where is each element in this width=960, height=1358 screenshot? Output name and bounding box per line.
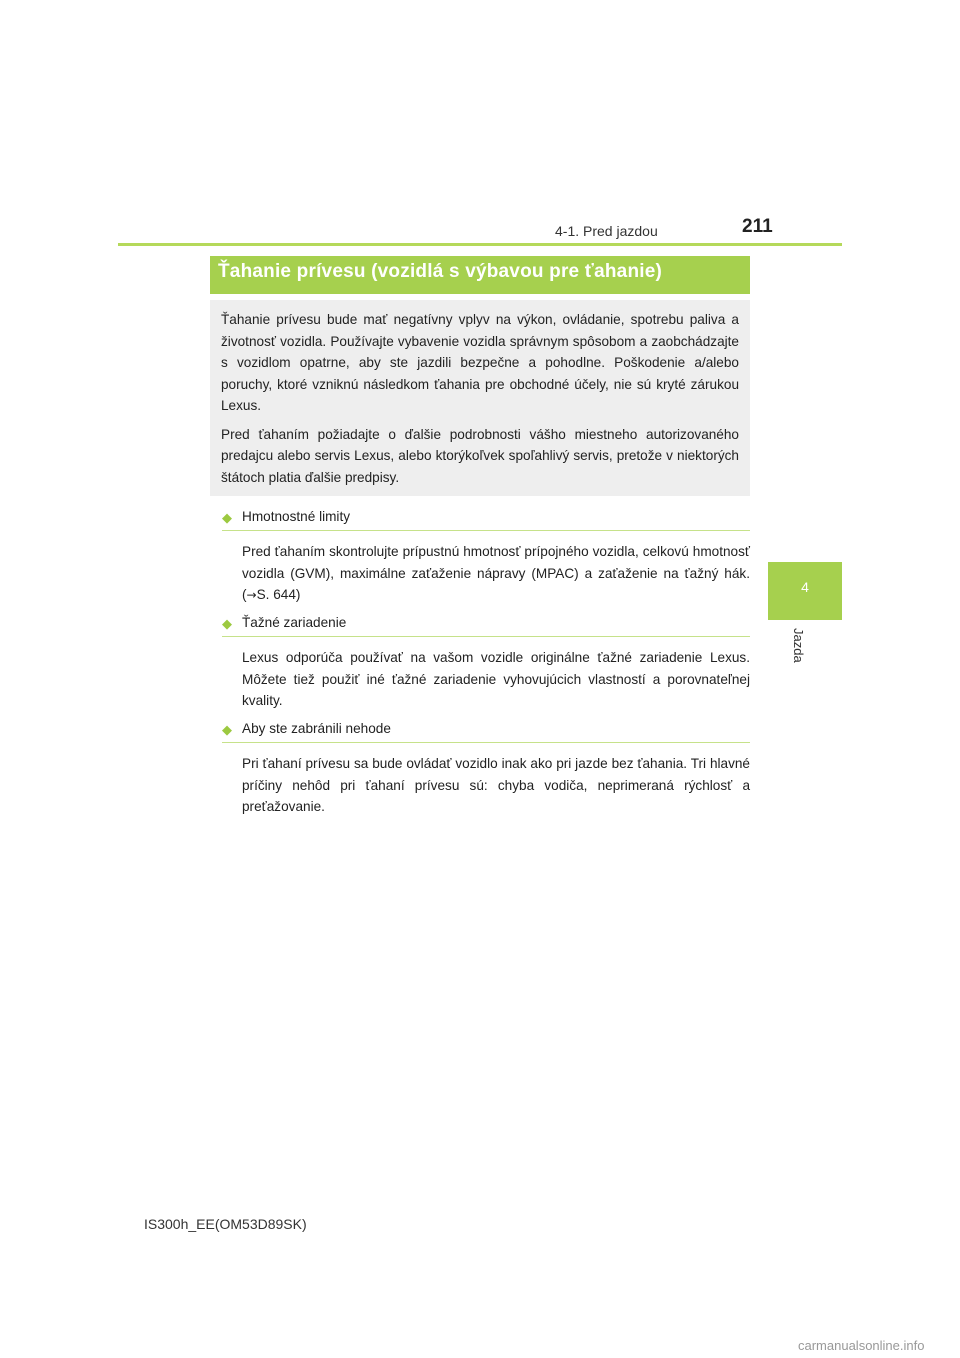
page-number: 211 [742,216,773,237]
section-heading [222,720,750,743]
chapter-label: Jazda [791,628,806,663]
chapter-number: 4 [801,579,809,595]
section-weight-limits [222,508,750,607]
section-body-text: Pred ťahaním skontrolujte prípustnú hmotnosť prípojného vozidla, celkovú hmotnosť vozidla (GVM), maximálne zaťaženie nápravy (MPAC) a zaťaženie na ťažný hák. ( [242,544,750,602]
diamond-bullet-icon: ◆ [222,616,232,631]
diamond-bullet-icon: ◆ [222,722,232,737]
title-bar [210,256,750,294]
section-body [242,541,750,607]
intro-paragraph-1: Ťahanie prívesu bude mať negatívny vplyv na výkon, ovládanie, spotrebu paliva a životnosť vozidla. Používajte vybavenie vozidla správnym spôsobom a zaobchádzajte s vozidlom opatrne, aby ste jazdili bezpečne a pohodlne. Poškodenie a/alebo poruchy, ktoré vzniknú následkom ťahania pre obchodné účely, nie sú kryté zárukou Lexus. [221,312,739,413]
section-title: Aby ste zabránili nehode [242,721,391,736]
page-reference-link[interactable]: S. 644) [256,587,301,602]
section-body: Lexus odporúča používať na vašom vozidle originálne ťažné zariadenie Lexus. Môžete tiež použiť iné ťažné zariadenie vyhovujúcich vlastností a porovnateľnej kvality. [242,650,750,708]
intro-paragraph-2: Pred ťahaním požiadajte o ďalšie podrobnosti vášho miestneho autorizovaného predajcu alebo servis Lexus, alebo ktorýkoľvek spoľahlivý servis, pretože v niektorých štátoch platia ďalšie predpisy. [221,426,739,485]
section-accident-prevention [222,720,750,818]
section-heading [222,614,750,637]
intro-box [210,300,750,496]
page-title: Ťahanie prívesu (vozidlá s výbavou pre ťahanie) [218,261,663,282]
header-divider [118,243,842,246]
chapter-tab [768,562,842,620]
header-section-title: 4-1. Pred jazdou [555,223,658,239]
arrow-right-icon: → [246,588,257,602]
section-heading [222,508,750,531]
document-code: IS300h_EE(OM53D89SK) [144,1216,307,1232]
section-title: Hmotnostné limity [242,509,351,524]
diamond-bullet-icon: ◆ [222,510,232,525]
section-body: Pri ťahaní prívesu sa bude ovládať vozidlo inak ako pri jazde bez ťahania. Tri hlavné príčiny nehôd pri ťahaní prívesu sú: chyba vodiča, neprimeraná rýchlosť a preťažovanie. [242,756,750,814]
section-towing-equipment [222,614,750,712]
watermark: carmanualsonline.info [798,1338,925,1353]
section-title: Ťažné zariadenie [242,615,347,630]
